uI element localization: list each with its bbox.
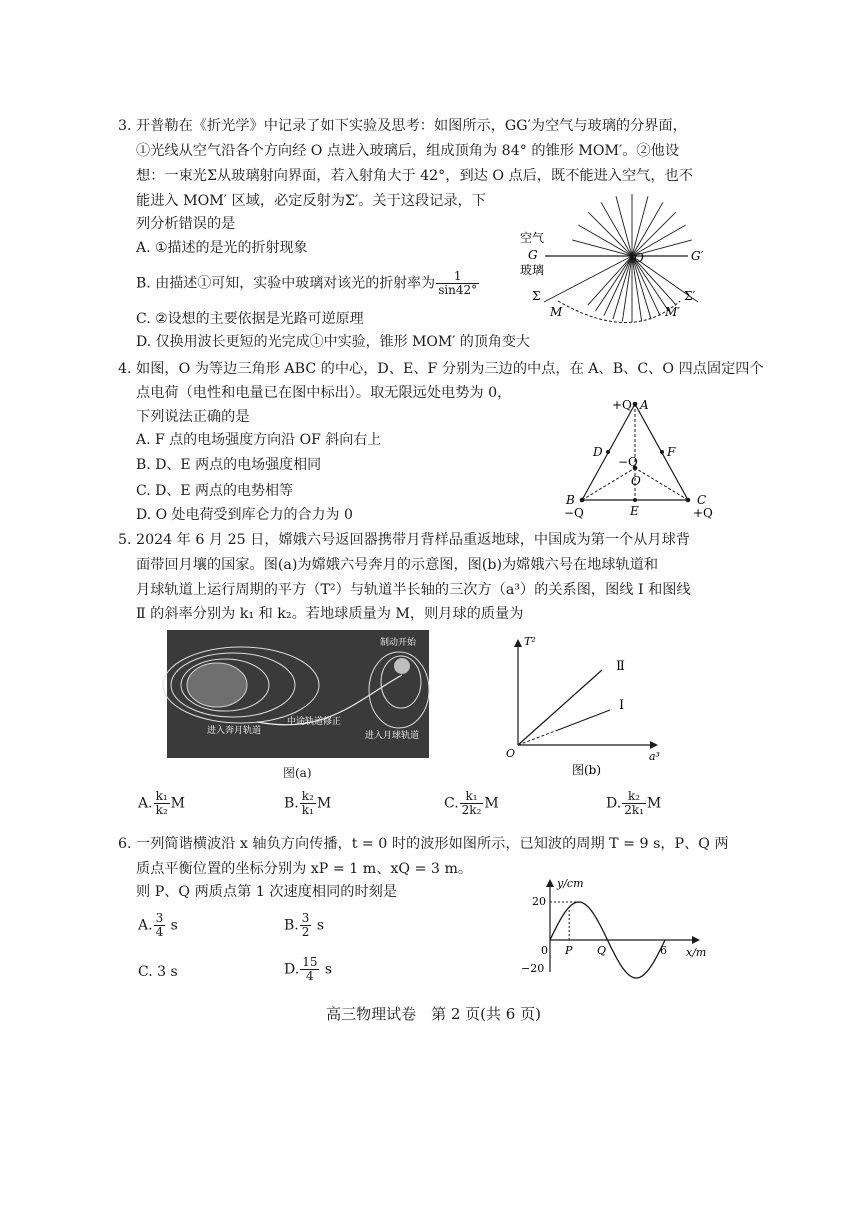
label-midcourse: 中途轨道修正 bbox=[287, 717, 342, 727]
option-fraction bbox=[300, 912, 312, 939]
option-fraction bbox=[154, 912, 166, 939]
charge-o: −Q bbox=[618, 455, 638, 469]
q4-option-c: C. D、E 两点的电势相等 bbox=[136, 483, 294, 499]
fraction-numerator: 1 bbox=[436, 270, 479, 284]
y-tick-20: 20 bbox=[532, 895, 546, 908]
option-tail: s bbox=[316, 917, 325, 934]
option-fraction bbox=[154, 790, 170, 817]
y-label: T² bbox=[524, 635, 536, 648]
q5-line-2: 面带回月壤的国家。图(a)为嫦娥六号奔月的示意图，图(b)为嫦娥六号在地球轨道和 bbox=[136, 557, 659, 573]
point-f bbox=[660, 450, 664, 454]
q3-line-5: 列分析错误的是 bbox=[136, 216, 236, 232]
y-axis-label: y/cm bbox=[557, 877, 584, 890]
fraction-denominator: 4 bbox=[155, 925, 164, 939]
option-tail: s bbox=[170, 917, 178, 934]
option-label: A. bbox=[138, 795, 153, 812]
label-sigma: Σ bbox=[532, 289, 541, 303]
option-fraction bbox=[300, 956, 319, 983]
label-g-prime: G′ bbox=[691, 249, 704, 263]
q3-line-2: ①光线从空气沿各个方向经 O 点进入玻璃后，组成顶角为 84° 的锥形 MOM′。②他设 bbox=[136, 143, 680, 159]
fraction-numerator: k₂ bbox=[622, 790, 646, 804]
q3-line-3: 想：一束光Σ从玻璃射向界面，若入射角大于 42°，到达 O 点后，既不能进入空气，也不 bbox=[136, 168, 693, 184]
moon bbox=[394, 658, 410, 674]
fraction-numerator: k₁ bbox=[155, 789, 168, 803]
incident-ray bbox=[616, 196, 632, 256]
x-tick-0: 0 bbox=[541, 944, 548, 957]
refracted-ray bbox=[595, 256, 632, 311]
q4-line-3: 下列说法正确的是 bbox=[136, 409, 250, 425]
q3-refraction-figure bbox=[510, 192, 740, 332]
q5-figure-b bbox=[500, 630, 670, 780]
q3-option-c: C. ②设想的主要依据是光路可逆原理 bbox=[136, 311, 364, 327]
q6-line-3: 则 P、Q 两质点第 1 次速度相同的时刻是 bbox=[136, 884, 398, 900]
label-g: G bbox=[528, 248, 538, 262]
q3-line-1: 3. 开普勒在《折光学》中记录了如下实验及思考：如图所示，GG′为空气与玻璃的分界面， bbox=[118, 118, 687, 134]
fraction-denominator: 4 bbox=[306, 969, 314, 983]
orbit-diagram bbox=[167, 630, 429, 758]
fraction-denominator: sin42° bbox=[438, 283, 478, 297]
refracted-ray bbox=[632, 256, 651, 319]
q5-option-d bbox=[606, 790, 661, 817]
q5-line-1: 5. 2024 年 6 月 25 日，嫦娥六号返回器携带月背样品重返地球，中国成为第一个从月球背 bbox=[118, 532, 690, 548]
q6-option-c: C. 3 s bbox=[138, 964, 178, 980]
fraction-denominator: k₁ bbox=[301, 803, 314, 817]
q6-wave-chart bbox=[505, 872, 715, 982]
fraction-denominator: 2 bbox=[301, 925, 310, 939]
option-label: A. bbox=[138, 917, 153, 934]
option-fraction bbox=[622, 790, 646, 817]
option-tail: s bbox=[324, 961, 333, 978]
q5-option-b bbox=[284, 790, 331, 817]
label-f: F bbox=[667, 445, 676, 459]
x-axis-label: x/m bbox=[686, 946, 707, 959]
q6-line-1: 6. 一列简谐横波沿 x 轴负方向传播，t = 0 时的波形如图所示，已知波的周期 T = 9 s，P、Q 两 bbox=[118, 836, 729, 852]
option-label: D. bbox=[606, 795, 622, 812]
label-m-prime: M′ bbox=[665, 305, 681, 319]
y-axis-arrow bbox=[546, 879, 554, 887]
q6-option-a bbox=[138, 912, 178, 939]
q3-option-b bbox=[136, 270, 480, 297]
q5-line-4: Ⅱ 的斜率分别为 k₁ 和 k₂。若地球质量为 M，则月球的质量为 bbox=[136, 606, 524, 622]
x-tick-q: Q bbox=[597, 944, 607, 957]
q3-option-a: A. ①描述的是光的折射现象 bbox=[136, 240, 308, 256]
fraction-denominator: 2k₂ bbox=[461, 803, 482, 817]
label-glass: 玻璃 bbox=[520, 263, 545, 277]
fraction-denominator: k₂ bbox=[155, 803, 168, 817]
y-axis-arrow bbox=[514, 639, 522, 647]
line-2-solid bbox=[518, 670, 602, 745]
option-fraction bbox=[460, 790, 484, 817]
charge-c: +Q bbox=[693, 506, 713, 520]
q3-option-b-text: B. 由描述①可知，实验中玻璃对该光的折射率为 bbox=[136, 275, 436, 292]
segment-co bbox=[635, 468, 688, 500]
label-sigma-prime: Σ′ bbox=[684, 289, 696, 303]
fraction-numerator: k₂ bbox=[301, 789, 314, 803]
option-fraction bbox=[300, 790, 316, 817]
y-tick-minus-20: −20 bbox=[521, 962, 545, 975]
refracted-ray bbox=[588, 256, 632, 305]
q3-option-d: D. 仅换用波长更短的光完成①中实验，锥形 MOM′ 的顶角变大 bbox=[136, 334, 530, 350]
line-1-label: Ⅰ bbox=[619, 698, 625, 713]
point-a bbox=[633, 402, 638, 407]
q3-option-b-fraction bbox=[436, 270, 479, 297]
label-e: E bbox=[630, 504, 639, 518]
refraction-rays bbox=[544, 194, 698, 322]
label-a: A bbox=[640, 398, 649, 412]
label-brake: 制动开始 bbox=[380, 638, 417, 648]
label-b: B bbox=[566, 493, 575, 507]
label-d: D bbox=[593, 445, 603, 459]
figure-b-caption: 图(b) bbox=[572, 763, 602, 777]
q4-option-b: B. D、E 两点的电场强度相同 bbox=[136, 457, 322, 473]
fraction-numerator: k₁ bbox=[460, 790, 484, 804]
x-tick-p: P bbox=[565, 944, 573, 957]
label-o: O bbox=[634, 251, 644, 265]
line-1-dashed bbox=[518, 730, 558, 745]
option-tail: M bbox=[170, 795, 185, 812]
x-axis-arrow bbox=[692, 936, 700, 944]
q6-option-d bbox=[284, 956, 332, 983]
label-c: C bbox=[697, 493, 707, 507]
q5-figure-a-caption: 图(a) bbox=[283, 766, 312, 780]
q5-option-a bbox=[138, 790, 185, 817]
charge-a: +Q bbox=[612, 398, 632, 412]
q3-line-4: 能进入 MOM′ 区域，必定反射为Σ′。关于这段记录，下 bbox=[136, 193, 486, 209]
q5-line-3: 月球轨道上运行周期的平方（T²）与轨道半长轴的三次方（a³）的关系图，图线 Ⅰ 和图线 bbox=[136, 582, 691, 598]
fraction-numerator: 15 bbox=[302, 955, 318, 969]
option-tail: M bbox=[484, 795, 499, 812]
label-m: M bbox=[550, 305, 563, 319]
point-d bbox=[606, 450, 610, 454]
q5-figure-a-image bbox=[167, 630, 429, 758]
page-footer: 高三物理试卷 第 2 页(共 6 页) bbox=[326, 1005, 541, 1023]
x-label: a³ bbox=[649, 750, 660, 763]
earth bbox=[187, 663, 247, 707]
fraction-numerator: 3 bbox=[155, 911, 164, 925]
option-tail: M bbox=[316, 795, 332, 812]
segment-bo bbox=[582, 468, 635, 500]
x-tick-6: 6 bbox=[660, 944, 667, 957]
label-enter-transfer: 进入奔月轨道 bbox=[207, 726, 262, 736]
x-axis-arrow bbox=[650, 741, 658, 749]
incident-ray bbox=[632, 196, 648, 256]
option-label: B. bbox=[284, 917, 299, 934]
incident-ray bbox=[572, 240, 632, 256]
q4-option-d: D. O 处电荷受到库仑力的合力为 0 bbox=[136, 507, 353, 523]
option-label: D. bbox=[284, 961, 300, 978]
option-label: B. bbox=[284, 795, 299, 812]
fraction-denominator: 2k₁ bbox=[624, 803, 644, 817]
q4-line-2: 点电荷（电性和电量已在图中标出）。取无限远处电势为 0， bbox=[136, 385, 512, 401]
q5-option-c bbox=[444, 790, 499, 817]
cone-arc bbox=[558, 301, 680, 323]
point-e bbox=[633, 498, 637, 502]
q4-triangle-figure bbox=[560, 394, 720, 524]
point-b bbox=[580, 498, 585, 503]
option-label: C. bbox=[444, 795, 459, 812]
line-1-solid bbox=[558, 710, 610, 730]
label-o: O bbox=[631, 474, 641, 488]
refracted-ray bbox=[613, 256, 632, 319]
q6-option-b bbox=[284, 912, 324, 939]
label-enter-lunar: 进入月球轨道 bbox=[365, 731, 420, 741]
fraction-numerator: 3 bbox=[301, 911, 310, 925]
origin-label: O bbox=[506, 747, 516, 760]
charge-b: −Q bbox=[564, 506, 584, 520]
q4-option-a: A. F 点的电场强度方向沿 OF 斜向右上 bbox=[136, 432, 382, 448]
option-tail: M bbox=[646, 795, 662, 812]
ray-sigma bbox=[544, 256, 632, 302]
label-air: 空气 bbox=[520, 231, 545, 245]
point-c bbox=[686, 498, 691, 503]
q4-line-1: 4. 如图，O 为等边三角形 ABC 的中心，D、E、F 分别为三边的中点，在 A、B、C、O 四点固定四个 bbox=[118, 361, 764, 377]
line-2-label: Ⅱ bbox=[616, 659, 625, 674]
q6-line-2: 质点平衡位置的坐标分别为 xP = 1 m、xQ = 3 m。 bbox=[136, 861, 473, 877]
